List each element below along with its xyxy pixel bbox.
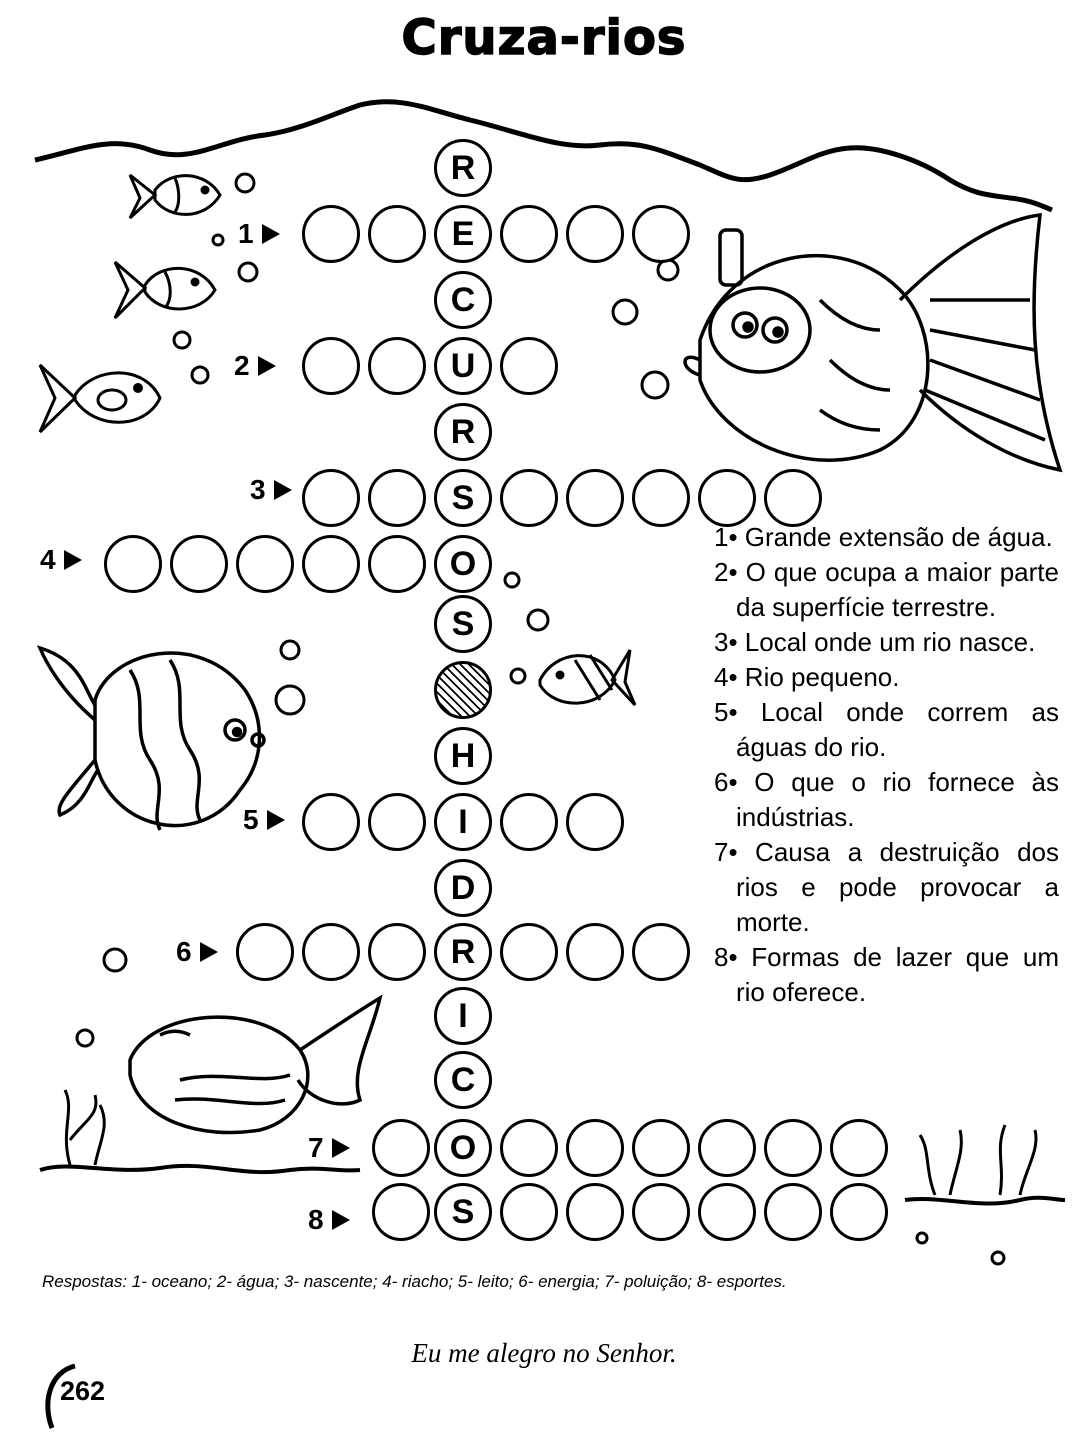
crossword-cell[interactable] — [500, 205, 558, 263]
crossword-cell[interactable] — [368, 205, 426, 263]
crossword-cell[interactable] — [566, 469, 624, 527]
arrow-right-icon — [258, 356, 276, 376]
crossword-cell-letter[interactable]: I — [434, 793, 492, 851]
row-label-3: 3 — [250, 461, 292, 519]
clue-4: 4• Rio pequeno. — [714, 662, 900, 692]
crossword-cell[interactable] — [566, 1183, 624, 1241]
arrow-right-icon — [262, 224, 280, 244]
crossword-cell[interactable] — [698, 1119, 756, 1177]
crossword-cell-letter[interactable]: O — [434, 1119, 492, 1177]
crossword-cell[interactable] — [302, 205, 360, 263]
clue-8: 8• Formas de lazer que um rio oferece. — [714, 942, 1059, 1007]
clue-6: 6• O que o rio fornece às indústrias. — [714, 767, 1059, 832]
crossword-cell[interactable] — [764, 469, 822, 527]
crossword-cell-letter[interactable]: U — [434, 337, 492, 395]
crossword-cell-letter[interactable]: E — [434, 205, 492, 263]
arrow-right-icon — [64, 550, 82, 570]
crossword-cell[interactable] — [764, 1183, 822, 1241]
crossword-cell[interactable] — [302, 793, 360, 851]
crossword-cell[interactable] — [302, 469, 360, 527]
crossword-cell[interactable] — [632, 1119, 690, 1177]
crossword-cell[interactable] — [632, 923, 690, 981]
crossword-cell-letter[interactable]: S — [434, 595, 492, 653]
crossword-cell[interactable] — [830, 1183, 888, 1241]
crossword-cell[interactable] — [302, 337, 360, 395]
footer-verse: Eu me alegro no Senhor. — [411, 1338, 677, 1368]
crossword-cell-letter[interactable]: R — [434, 139, 492, 197]
arrow-right-icon — [274, 480, 292, 500]
row-label-2: 2 — [234, 337, 276, 395]
crossword-cell[interactable] — [368, 793, 426, 851]
answer-key: Respostas: 1- oceano; 2- água; 3- nascente; 4- riacho; 5- leito; 6- energia; 7- poluição; 8- esportes. — [42, 1272, 787, 1291]
arrow-right-icon — [200, 942, 218, 962]
crossword-cell[interactable] — [500, 469, 558, 527]
row-label-5: 5 — [243, 791, 285, 849]
crossword-cell[interactable] — [302, 923, 360, 981]
crossword-cell[interactable] — [170, 535, 228, 593]
crossword-cell-letter[interactable]: R — [434, 923, 492, 981]
crossword-cell[interactable] — [236, 535, 294, 593]
crossword-cell[interactable] — [368, 923, 426, 981]
arrow-right-icon — [332, 1138, 350, 1158]
crossword-cell[interactable] — [566, 1119, 624, 1177]
page-number: 262 — [60, 1376, 106, 1406]
crossword-cell[interactable] — [632, 205, 690, 263]
clue-1: 1• Grande extensão de água. — [714, 522, 1053, 552]
clue-5: 5• Local onde correm as águas do rio. — [714, 697, 1059, 762]
row-label-4: 4 — [40, 531, 82, 589]
crossword-cell[interactable] — [500, 923, 558, 981]
row-label-6: 6 — [176, 923, 218, 981]
crossword-cell-letter[interactable]: O — [434, 535, 492, 593]
crossword-cell[interactable] — [500, 337, 558, 395]
row-label-7: 7 — [308, 1119, 350, 1177]
crossword-cell[interactable] — [500, 1183, 558, 1241]
crossword-cell[interactable] — [830, 1119, 888, 1177]
crossword-cell[interactable] — [104, 535, 162, 593]
crossword-cell-letter[interactable]: D — [434, 859, 492, 917]
clue-3: 3• Local onde um rio nasce. — [714, 627, 1036, 657]
crossword-cell-letter[interactable]: C — [434, 1051, 492, 1109]
clue-2: 2• O que ocupa a maior parte da superfície terrestre. — [714, 557, 1059, 622]
page-title: Cruza-rios — [401, 10, 687, 66]
crossword-cell-letter[interactable]: S — [434, 1183, 492, 1241]
crossword-cell[interactable] — [372, 1119, 430, 1177]
crossword-cell[interactable] — [500, 793, 558, 851]
crossword-cell-letter[interactable]: R — [434, 403, 492, 461]
crossword-cell[interactable] — [368, 337, 426, 395]
crossword-cell[interactable] — [368, 535, 426, 593]
crossword-cell[interactable] — [698, 469, 756, 527]
crossword-cell-letter[interactable]: I — [434, 987, 492, 1045]
crossword-cell-letter[interactable]: H — [434, 727, 492, 785]
crossword-cell-letter[interactable]: C — [434, 271, 492, 329]
crossword-cell[interactable] — [236, 923, 294, 981]
crossword-cell[interactable] — [566, 205, 624, 263]
crossword-cell[interactable] — [302, 535, 360, 593]
arrow-right-icon — [267, 810, 285, 830]
clue-7: 7• Causa a destruição dos rios e pode provocar a morte. — [714, 837, 1059, 937]
row-label-1: 1 — [238, 205, 280, 263]
crossword-cell[interactable] — [368, 469, 426, 527]
crossword-cell[interactable] — [764, 1119, 822, 1177]
crossword-cell[interactable] — [500, 1119, 558, 1177]
clue-list — [714, 520, 1059, 1010]
crossword-cell[interactable] — [566, 923, 624, 981]
arrow-right-icon — [332, 1210, 350, 1230]
crossword-cell[interactable] — [632, 469, 690, 527]
crossword-cell[interactable] — [632, 1183, 690, 1241]
crossword-cell[interactable] — [566, 793, 624, 851]
crossword-cell[interactable] — [372, 1183, 430, 1241]
crossword-cell-letter[interactable]: S — [434, 469, 492, 527]
crossword-cell-blank — [434, 661, 492, 719]
crossword-cell[interactable] — [698, 1183, 756, 1241]
row-label-8: 8 — [308, 1191, 350, 1249]
